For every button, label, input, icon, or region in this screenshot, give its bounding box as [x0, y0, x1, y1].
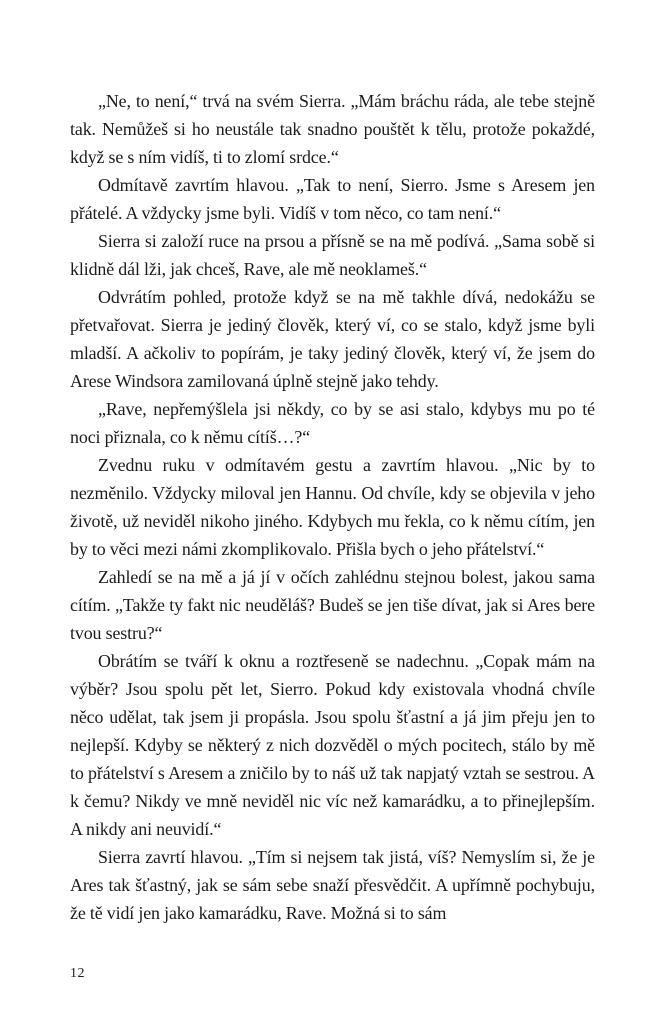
paragraph-3: Sierra si založí ruce na prsou a přísně se na mě podívá. „Sama sobě si klidně dál lži, jak chceš, Rave, ale mě neoklameš.“ — [70, 231, 595, 279]
paragraph-1: „Ne, to není,“ trvá na svém Sierra. „Mám bráchu ráda, ale tebe stejně tak. Nemůžeš si ho neustále tak snadno pouštět k tělu, protože pokaždé, když se s ním vidíš, ti to zlomí srdce.“ — [70, 91, 595, 167]
paragraph-7: Zahledí se na mě a já jí v očích zahlédnu stejnou bolest, jakou sama cítím. „Takže ty fakt nic neuděláš? Budeš se jen tiše dívat, jak si Ares bere tvou sestru?“ — [70, 567, 595, 643]
paragraph-5: „Rave, nepřemýšlela jsi někdy, co by se asi stalo, kdybys mu po té noci přiznala, co k němu cítíš…?“ — [70, 399, 595, 447]
paragraph-6: Zvednu ruku v odmítavém gestu a zavrtím hlavou. „Nic by to nezměnilo. Vždycky miloval jen Hannu. Od chvíle, kdy se objevila v jeho životě, už neviděl nikoho jiného. Kdybych mu řekla, co k němu cítím, jen by to věci mezi námi zkomplikovalo. Přišla bych o jeho přátelství.“ — [70, 455, 595, 559]
paragraph-2: Odmítavě zavrtím hlavou. „Tak to není, Sierro. Jsme s Aresem jen přátelé. A vždycky jsme byli. Vidíš v tom něco, co tam není.“ — [70, 175, 595, 223]
body-text — [70, 87, 595, 927]
paragraph-4: Odvrátím pohled, protože když se na mě takhle dívá, nedokážu se přetvařovat. Sierra je jediný člověk, který ví, co se stalo, když jsme byli mladší. A ačkoliv to popírám, je taky jediný člověk, který ví, že jsem do Arese Windsora zamilovaná úplně stejně jako tehdy. — [70, 287, 595, 391]
paragraph-8: Obrátím se tváří k oknu a roztřeseně se nadechnu. „Copak mám na výběr? Jsou spolu pět let, Sierro. Pokud kdy existovala vhodná chvíle něco udělat, tak jsem ji propásla. Jsou spolu šťastní a já jim přeju jen to nejlepší. Kdyby se některý z nich dozvěděl o mých pocitech, stálo by mě to přátelství s Aresem a zničilo by to náš už tak napjatý vztah se sestrou. A k čemu? Nikdy ve mně neviděl nic víc než kamarádku, a to přinejlepším. A nikdy ani neuvidí.“ — [70, 651, 595, 839]
page-number: 12 — [70, 966, 85, 981]
paragraph-9: Sierra zavrtí hlavou. „Tím si nejsem tak jistá, víš? Nemyslím si, že je Ares tak šťastný, jak se sám sebe snaží přesvědčit. A upřímně pochybuju, že tě vidí jen jako kamarádku, Rave. Možná si to sám — [70, 847, 595, 923]
